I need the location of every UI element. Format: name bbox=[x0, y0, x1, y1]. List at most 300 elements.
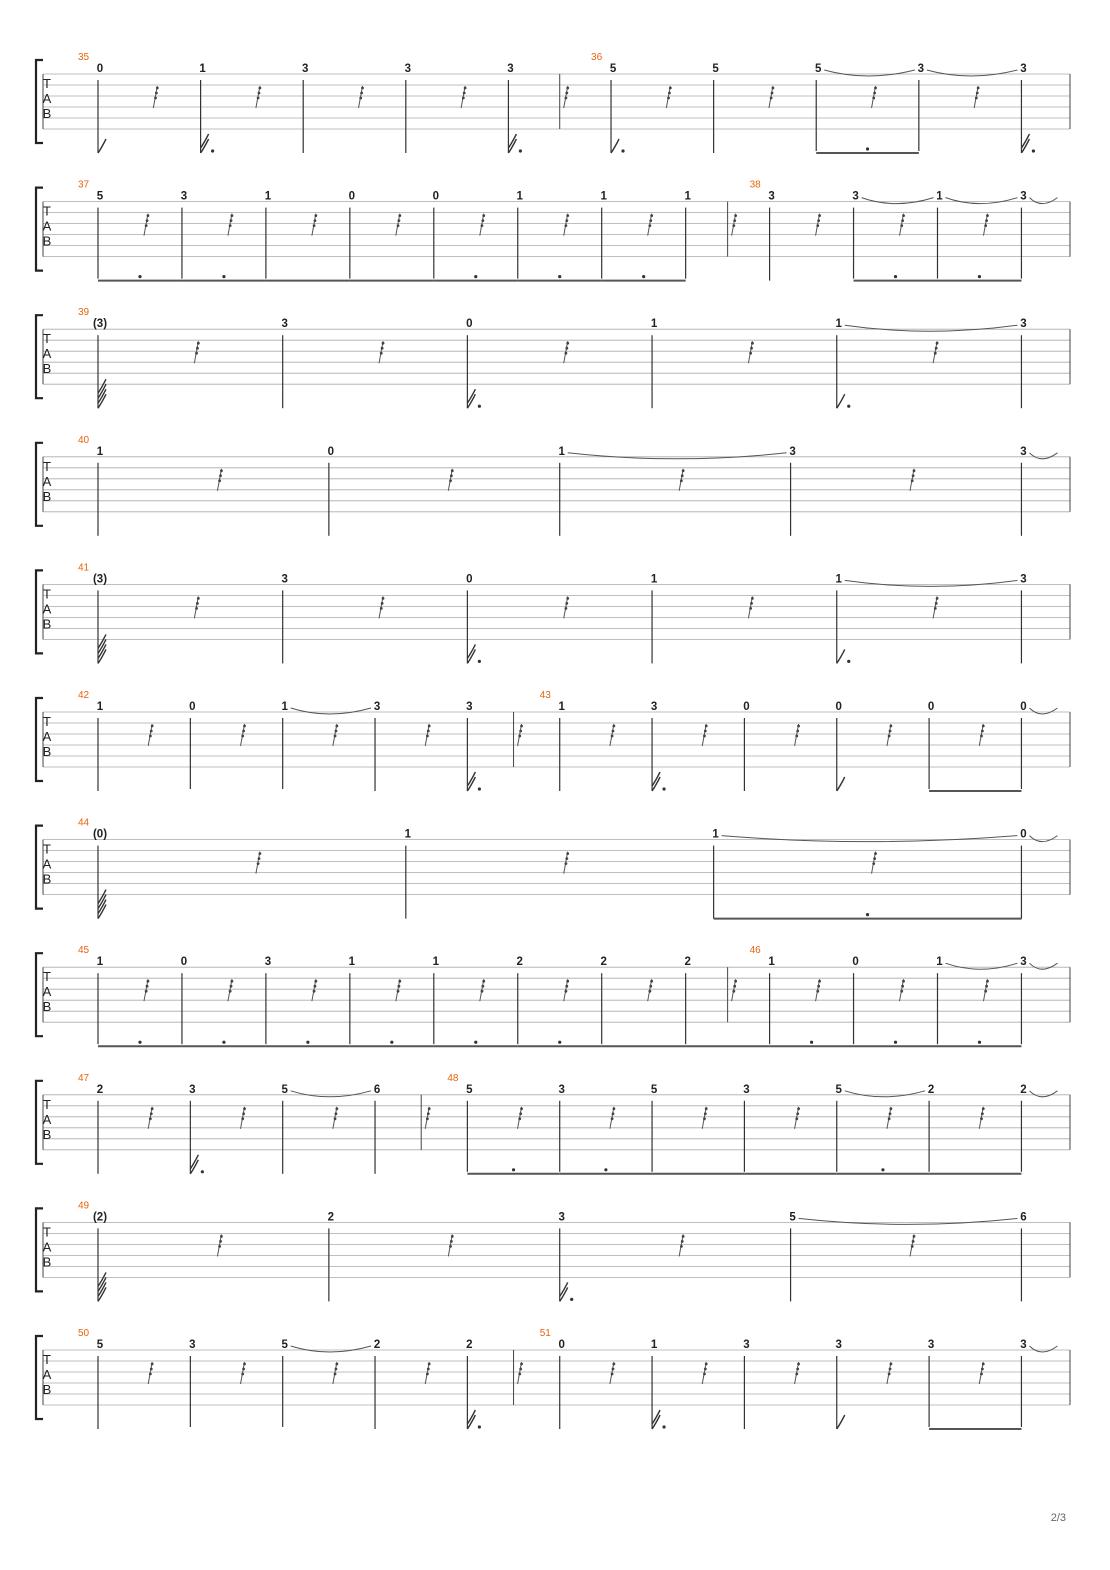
rest-dot bbox=[733, 985, 736, 988]
rest-dot bbox=[242, 1368, 245, 1371]
rest-dot bbox=[197, 597, 200, 600]
dot bbox=[1032, 149, 1035, 152]
dot bbox=[978, 275, 981, 278]
rest-dot bbox=[566, 87, 569, 90]
rest-dot bbox=[902, 980, 905, 983]
rest-dot bbox=[611, 735, 614, 738]
rest-dot bbox=[426, 735, 429, 738]
rest-dot bbox=[612, 1368, 615, 1371]
dot bbox=[306, 1041, 309, 1044]
tab-clef-letter: A bbox=[42, 218, 52, 234]
rest-dot bbox=[150, 1368, 153, 1371]
rest-dot bbox=[243, 1107, 246, 1110]
fret-number: 5 bbox=[712, 63, 719, 75]
fret-number: 1 bbox=[96, 956, 104, 969]
rest-dot bbox=[481, 224, 484, 227]
rest-dot bbox=[976, 92, 979, 95]
fret-number: 5 bbox=[96, 190, 104, 203]
dot bbox=[558, 275, 561, 278]
rest-dot bbox=[518, 735, 521, 738]
tab-clef-letter: T bbox=[43, 458, 51, 474]
tab-system-41 bbox=[36, 562, 1070, 663]
tab-clef-letter: B bbox=[42, 1382, 52, 1397]
rest-dot bbox=[428, 725, 431, 728]
rest-dot bbox=[912, 474, 915, 477]
rest-dot bbox=[874, 87, 877, 90]
tab-clef-letter: T bbox=[43, 1352, 51, 1367]
rest-dot bbox=[426, 1373, 429, 1376]
rest-dot bbox=[936, 597, 939, 600]
rest-dot bbox=[258, 92, 261, 95]
tab-clef-letter: T bbox=[43, 586, 51, 602]
rest-dot bbox=[611, 1373, 614, 1376]
fret-number: 0 bbox=[927, 701, 935, 713]
rest-dot bbox=[398, 214, 401, 217]
rest-dot bbox=[241, 735, 244, 738]
tab-clef-letter: B bbox=[42, 106, 52, 121]
fret-number: 2 bbox=[516, 956, 523, 969]
measure-number: 42 bbox=[78, 690, 90, 701]
fret-number: 5 bbox=[281, 1339, 288, 1351]
tie-arc bbox=[291, 1091, 371, 1097]
fret-number: 5 bbox=[609, 63, 617, 75]
rest-dot bbox=[150, 1112, 153, 1115]
rest-dot bbox=[398, 219, 401, 222]
tie-arc bbox=[845, 580, 1018, 586]
note-flag bbox=[837, 1415, 845, 1429]
fret-number: 2 bbox=[927, 1083, 935, 1096]
note-flag bbox=[98, 139, 106, 153]
rest-dot bbox=[335, 730, 338, 733]
rest-dot bbox=[335, 725, 338, 728]
rest-dot bbox=[935, 602, 938, 605]
measure-number: 45 bbox=[78, 945, 90, 957]
rest-dot bbox=[151, 1363, 154, 1366]
measure-number: 39 bbox=[78, 307, 90, 319]
dot bbox=[478, 1425, 481, 1428]
fret-number: 5 bbox=[650, 1083, 658, 1096]
tab-clef-letter: A bbox=[42, 473, 52, 489]
tab-clef-letter: T bbox=[43, 76, 51, 91]
rest-dot bbox=[980, 1373, 983, 1376]
rest-dot bbox=[231, 980, 234, 983]
tab-clef-letter: A bbox=[42, 856, 52, 872]
fret-number: 1 bbox=[199, 63, 206, 75]
tab-clef-letter: B bbox=[42, 871, 52, 887]
rest-dot bbox=[873, 857, 876, 860]
fret-number: 3 bbox=[189, 1339, 196, 1351]
note-flag bbox=[837, 649, 845, 663]
rest-dot bbox=[772, 87, 775, 90]
rest-dot bbox=[565, 347, 568, 350]
dot bbox=[558, 1041, 561, 1044]
rest-dot bbox=[612, 1363, 615, 1366]
rest-dot bbox=[913, 1235, 916, 1238]
fret-number: 1 bbox=[516, 190, 523, 203]
rest-dot bbox=[750, 347, 753, 350]
fret-number: (3) bbox=[92, 318, 108, 331]
rest-dot bbox=[818, 980, 821, 983]
rest-dot bbox=[795, 735, 798, 738]
rest-dot bbox=[313, 224, 316, 227]
tie-arc bbox=[945, 198, 1017, 204]
rest-dot bbox=[681, 474, 684, 477]
tie-arc bbox=[722, 836, 1018, 842]
rest-dot bbox=[680, 479, 683, 482]
dot bbox=[222, 1041, 225, 1044]
fret-number: 3 bbox=[789, 445, 796, 458]
rest-dot bbox=[751, 342, 754, 345]
fret-number: 3 bbox=[404, 63, 412, 75]
rest-dot bbox=[888, 1117, 891, 1120]
fret-number: (2) bbox=[92, 1211, 108, 1224]
rest-dot bbox=[397, 990, 400, 993]
fret-number: 5 bbox=[815, 63, 822, 75]
rest-dot bbox=[481, 219, 484, 222]
rest-dot bbox=[220, 469, 223, 472]
rest-dot bbox=[196, 602, 199, 605]
rest-dot bbox=[682, 469, 685, 472]
rest-dot bbox=[565, 92, 568, 95]
fret-number: 3 bbox=[558, 1083, 565, 1096]
dot bbox=[621, 149, 624, 152]
tab-clef-letter: T bbox=[43, 714, 51, 729]
rest-dot bbox=[797, 725, 800, 728]
tie-arc bbox=[1029, 198, 1057, 204]
rest-dot bbox=[243, 725, 246, 728]
rest-dot bbox=[680, 1245, 683, 1248]
tie-arc bbox=[291, 1346, 371, 1352]
rest-dot bbox=[565, 862, 568, 865]
dot bbox=[512, 1168, 515, 1171]
fret-number: 1 bbox=[835, 573, 842, 586]
rest-dot bbox=[462, 97, 465, 100]
fret-number: 5 bbox=[466, 1083, 473, 1096]
fret-number: 0 bbox=[432, 190, 439, 203]
rest-dot bbox=[982, 725, 985, 728]
rest-dot bbox=[889, 730, 892, 733]
note-flag bbox=[837, 777, 845, 791]
measure-number: 43 bbox=[539, 690, 551, 701]
dot bbox=[866, 913, 869, 916]
fret-number: 2 bbox=[466, 1339, 473, 1351]
fret-number: 3 bbox=[768, 190, 775, 203]
fret-number: 1 bbox=[558, 445, 565, 458]
fret-number: 2 bbox=[327, 1211, 335, 1224]
rest-dot bbox=[981, 1368, 984, 1371]
fret-number: 3 bbox=[1020, 318, 1027, 331]
fret-number: 3 bbox=[189, 1083, 196, 1096]
tab-system-39 bbox=[36, 307, 1070, 408]
dot bbox=[662, 1425, 665, 1428]
rest-dot bbox=[335, 1363, 338, 1366]
tab-clef-letter: B bbox=[42, 999, 52, 1015]
rest-dot bbox=[382, 597, 385, 600]
dot bbox=[847, 405, 850, 408]
rest-dot bbox=[259, 852, 262, 855]
tie-arc bbox=[568, 453, 787, 459]
rest-dot bbox=[981, 730, 984, 733]
rest-dot bbox=[381, 347, 384, 350]
rest-dot bbox=[911, 1245, 914, 1248]
fret-number: 1 bbox=[558, 701, 565, 713]
fret-number: 1 bbox=[348, 956, 356, 969]
fret-number: 3 bbox=[507, 63, 514, 75]
rest-dot bbox=[649, 219, 652, 222]
fret-number: 3 bbox=[1020, 573, 1027, 586]
rest-dot bbox=[984, 224, 987, 227]
tab-system-45-46 bbox=[36, 945, 1070, 1046]
fret-number: 3 bbox=[1020, 445, 1027, 458]
tab-clef-letter: T bbox=[43, 331, 51, 347]
rest-dot bbox=[890, 1363, 893, 1366]
rest-dot bbox=[428, 1107, 431, 1110]
rest-dot bbox=[985, 985, 988, 988]
rest-dot bbox=[145, 224, 148, 227]
rest-dot bbox=[519, 1112, 522, 1115]
rest-dot bbox=[982, 1363, 985, 1366]
dot bbox=[881, 1168, 884, 1171]
rest-dot bbox=[612, 1112, 615, 1115]
rest-dot bbox=[732, 224, 735, 227]
dot bbox=[222, 275, 225, 278]
fret-number: 3 bbox=[302, 63, 309, 75]
rest-dot bbox=[902, 214, 905, 217]
fret-number: 0 bbox=[1020, 701, 1027, 713]
rest-dot bbox=[426, 1117, 429, 1120]
rest-dot bbox=[154, 97, 157, 100]
measure-number: 47 bbox=[78, 1072, 90, 1084]
rest-dot bbox=[650, 980, 653, 983]
rest-dot bbox=[912, 1240, 915, 1243]
rest-dot bbox=[565, 352, 568, 355]
rest-dot bbox=[464, 87, 467, 90]
rest-dot bbox=[241, 1373, 244, 1376]
tab-clef-letter: A bbox=[42, 91, 52, 106]
measure-number: 49 bbox=[78, 1200, 90, 1212]
rest-dot bbox=[889, 1112, 892, 1115]
tab-system-44 bbox=[36, 818, 1070, 919]
rest-dot bbox=[450, 474, 453, 477]
fret-number: 2 bbox=[373, 1339, 381, 1351]
rest-dot bbox=[705, 1363, 708, 1366]
tie-arc bbox=[1029, 708, 1057, 714]
rest-dot bbox=[380, 352, 383, 355]
fret-number: 0 bbox=[558, 1339, 565, 1351]
measure-number: 38 bbox=[749, 179, 761, 191]
rest-dot bbox=[900, 224, 903, 227]
tab-clef-letter: T bbox=[43, 203, 51, 219]
tab-clef-letter: B bbox=[42, 1254, 52, 1270]
fret-number: 3 bbox=[373, 701, 381, 713]
rest-dot bbox=[669, 87, 672, 90]
tie-arc bbox=[845, 1091, 925, 1097]
rest-dot bbox=[520, 1107, 523, 1110]
rest-dot bbox=[565, 602, 568, 605]
fret-number: (3) bbox=[92, 573, 108, 586]
fret-number: (0) bbox=[92, 828, 108, 841]
rest-dot bbox=[566, 980, 569, 983]
fret-number: 1 bbox=[650, 573, 658, 586]
fret-number: 3 bbox=[466, 701, 473, 713]
tie-arc bbox=[1029, 963, 1057, 969]
rest-dot bbox=[872, 97, 875, 100]
rest-dot bbox=[796, 1112, 799, 1115]
measure-number: 35 bbox=[78, 52, 90, 63]
rest-dot bbox=[797, 1107, 800, 1110]
tab-system-37-38 bbox=[36, 180, 1070, 281]
rest-dot bbox=[818, 214, 821, 217]
tab-clef-letter: T bbox=[43, 1224, 51, 1240]
rest-dot bbox=[703, 735, 706, 738]
rest-dot bbox=[427, 1368, 430, 1371]
rest-dot bbox=[612, 730, 615, 733]
dot bbox=[211, 149, 214, 152]
rest-dot bbox=[451, 1235, 454, 1238]
rest-dot bbox=[980, 735, 983, 738]
fret-number: 1 bbox=[650, 1339, 658, 1351]
rest-dot bbox=[888, 1373, 891, 1376]
fret-number: 1 bbox=[712, 828, 719, 841]
fret-number: 3 bbox=[743, 1339, 750, 1351]
measure-number: 36 bbox=[591, 52, 603, 63]
fret-number: 1 bbox=[768, 956, 775, 969]
measure-number: 44 bbox=[78, 817, 90, 829]
tab-clef-letter: B bbox=[42, 233, 52, 249]
rest-dot bbox=[749, 352, 752, 355]
tab-system-35-36 bbox=[36, 52, 1070, 153]
fret-number: 1 bbox=[684, 190, 691, 203]
tie-arc bbox=[845, 325, 1018, 331]
rest-dot bbox=[427, 730, 430, 733]
fret-number: 1 bbox=[936, 956, 943, 969]
rest-dot bbox=[258, 857, 261, 860]
tab-clef-letter: A bbox=[42, 729, 52, 744]
tab-system-42-43 bbox=[36, 690, 1070, 791]
rest-dot bbox=[519, 730, 522, 733]
rest-dot bbox=[667, 97, 670, 100]
rest-dot bbox=[771, 92, 774, 95]
rest-dot bbox=[463, 92, 466, 95]
rest-dot bbox=[977, 87, 980, 90]
rest-dot bbox=[145, 990, 148, 993]
rest-dot bbox=[150, 730, 153, 733]
rest-dot bbox=[428, 1363, 431, 1366]
rest-dot bbox=[732, 990, 735, 993]
rest-dot bbox=[243, 1363, 246, 1366]
tab-clef-letter: B bbox=[42, 361, 52, 377]
rest-dot bbox=[449, 1245, 452, 1248]
dot bbox=[519, 149, 522, 152]
note-flag bbox=[611, 139, 619, 153]
rest-dot bbox=[565, 219, 568, 222]
rest-dot bbox=[797, 1363, 800, 1366]
rest-dot bbox=[566, 852, 569, 855]
rest-dot bbox=[734, 980, 737, 983]
tab-clef-letter: B bbox=[42, 1126, 52, 1142]
rest-dot bbox=[360, 92, 363, 95]
rest-dot bbox=[770, 97, 773, 100]
rest-dot bbox=[704, 730, 707, 733]
rest-dot bbox=[218, 1245, 221, 1248]
rest-dot bbox=[335, 1107, 338, 1110]
rest-dot bbox=[703, 1117, 706, 1120]
tie-arc bbox=[1029, 836, 1057, 842]
tie-arc bbox=[927, 70, 1018, 76]
rest-dot bbox=[681, 1240, 684, 1243]
rest-dot bbox=[934, 607, 937, 610]
tie-arc bbox=[824, 70, 915, 76]
rest-dot bbox=[874, 852, 877, 855]
dot bbox=[570, 1298, 573, 1301]
fret-number: 1 bbox=[281, 701, 288, 713]
rest-dot bbox=[612, 725, 615, 728]
fret-number: 1 bbox=[650, 318, 658, 331]
rest-dot bbox=[231, 214, 234, 217]
rest-dot bbox=[518, 1373, 521, 1376]
fret-number: 0 bbox=[96, 63, 104, 75]
fret-number: 6 bbox=[1020, 1211, 1027, 1224]
rest-dot bbox=[703, 1373, 706, 1376]
rest-dot bbox=[795, 1373, 798, 1376]
tab-clef-letter: A bbox=[42, 601, 52, 617]
rest-dot bbox=[398, 980, 401, 983]
tab-system-40 bbox=[36, 435, 1070, 536]
fret-number: 2 bbox=[96, 1083, 104, 1096]
measure-number: 51 bbox=[539, 1328, 551, 1339]
fret-number: 0 bbox=[743, 701, 750, 713]
dot bbox=[478, 787, 481, 790]
fret-number: 3 bbox=[852, 190, 859, 203]
rest-dot bbox=[229, 224, 232, 227]
rest-dot bbox=[611, 1117, 614, 1120]
rest-dot bbox=[734, 214, 737, 217]
rest-dot bbox=[913, 469, 916, 472]
rest-dot bbox=[398, 985, 401, 988]
rest-dot bbox=[146, 985, 149, 988]
rest-dot bbox=[481, 990, 484, 993]
tie-arc bbox=[1029, 1091, 1057, 1097]
fret-number: 3 bbox=[264, 956, 272, 969]
rest-dot bbox=[156, 87, 159, 90]
rest-dot bbox=[982, 1107, 985, 1110]
fret-number: 3 bbox=[281, 318, 288, 331]
rest-dot bbox=[566, 342, 569, 345]
rest-dot bbox=[935, 347, 938, 350]
tab-clef-letter: A bbox=[42, 1111, 52, 1127]
rest-dot bbox=[219, 1240, 222, 1243]
rest-dot bbox=[449, 479, 452, 482]
rest-dot bbox=[565, 97, 568, 100]
tie-arc bbox=[1029, 453, 1057, 459]
rest-dot bbox=[519, 1368, 522, 1371]
rest-dot bbox=[816, 990, 819, 993]
rest-dot bbox=[149, 1373, 152, 1376]
rest-dot bbox=[482, 214, 485, 217]
rest-dot bbox=[873, 92, 876, 95]
rest-dot bbox=[566, 597, 569, 600]
fret-number: 2 bbox=[600, 956, 607, 969]
rest-dot bbox=[649, 985, 652, 988]
fret-number: 5 bbox=[835, 1083, 842, 1096]
rest-dot bbox=[520, 1363, 523, 1366]
rest-dot bbox=[565, 607, 568, 610]
dot bbox=[847, 660, 850, 663]
fret-number: 3 bbox=[281, 573, 288, 586]
tab-clef-letter: A bbox=[42, 984, 52, 1000]
fret-number: 3 bbox=[650, 701, 658, 713]
rest-dot bbox=[381, 602, 384, 605]
